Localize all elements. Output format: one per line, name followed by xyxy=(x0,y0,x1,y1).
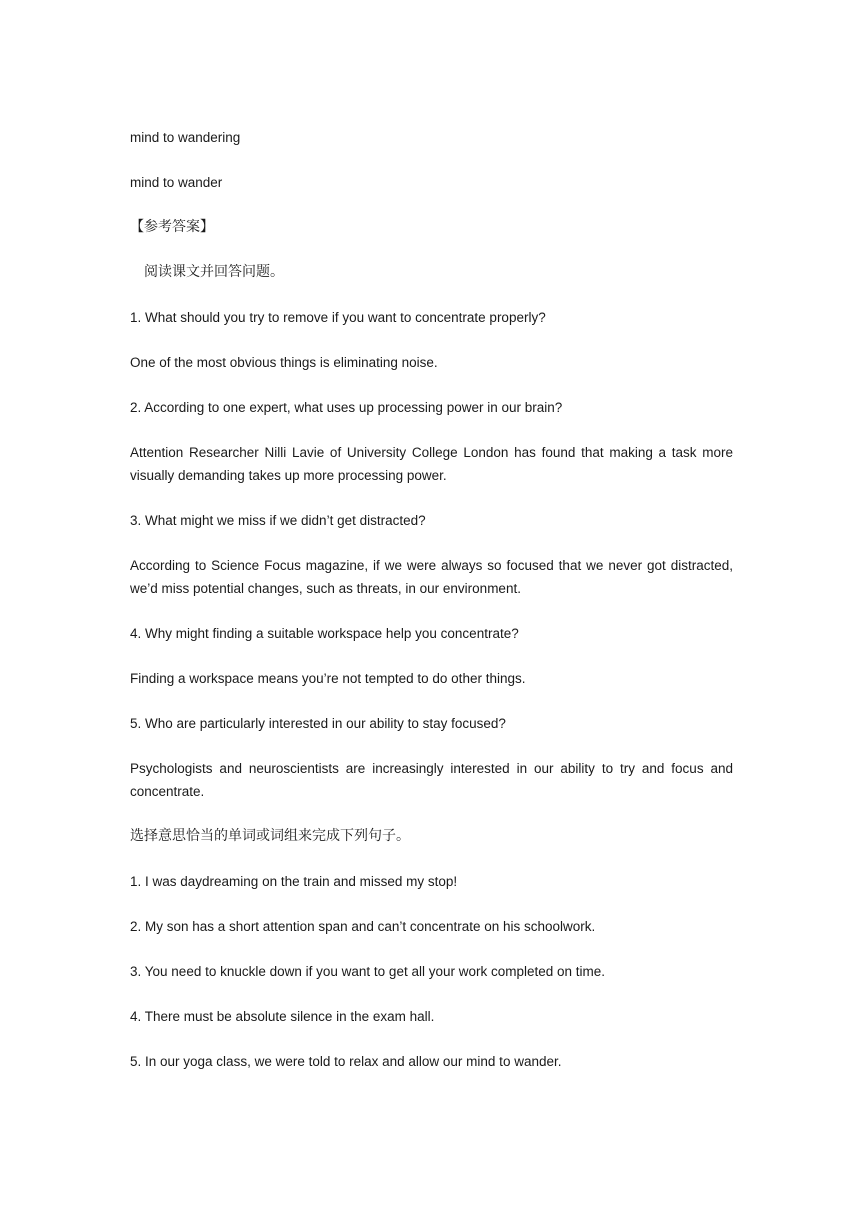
sentence-4: 4. There must be absolute silence in the exam hall. xyxy=(130,1009,435,1024)
sentence-3: 3. You need to knuckle down if you want to get all your work completed on time. xyxy=(130,964,606,979)
question-5: 5. Who are particularly interested in our ability to stay focused? xyxy=(130,716,506,731)
question-2: 2. According to one expert, what uses up processing power in our brain? xyxy=(130,400,563,415)
document-body xyxy=(130,126,733,1095)
option-line: mind to wander xyxy=(130,175,223,190)
option-line: mind to wandering xyxy=(130,130,241,145)
sentence-1: 1. I was daydreaming on the train and missed my stop! xyxy=(130,874,458,889)
question-3: 3. What might we miss if we didn’t get distracted? xyxy=(130,513,426,528)
answer-1: One of the most obvious things is eliminating noise. xyxy=(130,355,438,370)
sentence-5: 5. In our yoga class, we were told to relax and allow our mind to wander. xyxy=(130,1054,562,1069)
answer-3: According to Science Focus magazine, if we were always so focused that we never got distracted, we’d miss potential changes, such as threats, in our environment. xyxy=(130,558,733,596)
answer-4: Finding a workspace means you’re not tempted to do other things. xyxy=(130,671,526,686)
choose-instruction: 选择意思恰当的单词或词组来完成下列句子。 xyxy=(130,828,410,844)
sentence-2: 2. My son has a short attention span and can’t concentrate on his schoolwork. xyxy=(130,919,596,934)
question-4: 4. Why might finding a suitable workspace help you concentrate? xyxy=(130,626,519,641)
answer-2: Attention Researcher Nilli Lavie of University College London has found that making a task more visually demanding takes up more processing power. xyxy=(130,445,733,483)
answer-5: Psychologists and neuroscientists are increasingly interested in our ability to try and focus and concentrate. xyxy=(130,761,733,799)
question-1: 1. What should you try to remove if you want to concentrate properly? xyxy=(130,310,546,325)
reading-instruction: 阅读课文并回答问题。 xyxy=(144,264,284,280)
answer-heading: 【参考答案】 xyxy=(130,219,214,235)
